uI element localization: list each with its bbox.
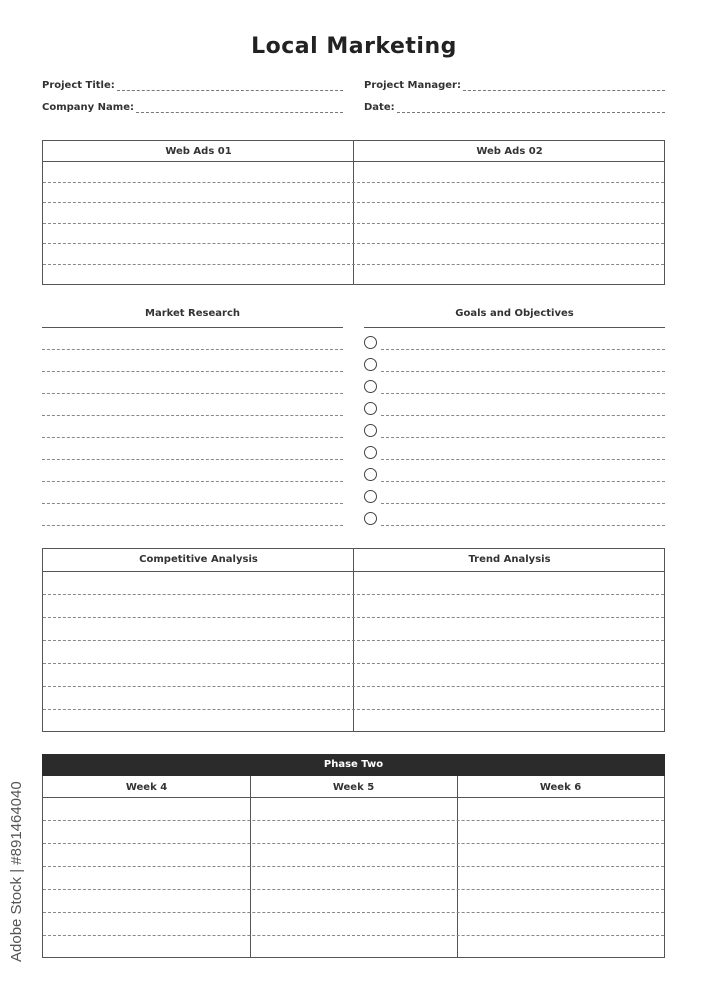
market-research-line[interactable]: [42, 525, 343, 526]
analysis-header-rule: [43, 571, 664, 572]
analysis-row-line[interactable]: [43, 594, 664, 595]
phase-two-header: Phase Two: [42, 754, 665, 776]
goal-line[interactable]: [381, 481, 665, 482]
company-name-line: [136, 103, 343, 113]
web-ads-row-line[interactable]: [43, 223, 664, 224]
market-research-line[interactable]: [42, 481, 343, 482]
goal-checkbox[interactable]: [364, 336, 377, 349]
goal-line[interactable]: [381, 415, 665, 416]
project-title-label: Project Title:: [42, 80, 115, 91]
goal-checkbox[interactable]: [364, 490, 377, 503]
market-research-line[interactable]: [42, 437, 343, 438]
project-manager-line: [463, 81, 665, 91]
competitive-analysis-header: Competitive Analysis: [139, 554, 258, 565]
market-research-line[interactable]: [42, 349, 343, 350]
market-research-line[interactable]: [42, 459, 343, 460]
weeks-row-line[interactable]: [43, 889, 664, 890]
market-research-line[interactable]: [42, 503, 343, 504]
analysis-row-line[interactable]: [43, 617, 664, 618]
goal-checkbox[interactable]: [364, 424, 377, 437]
goal-checkbox[interactable]: [364, 380, 377, 393]
date-field[interactable]: [364, 102, 665, 113]
web-ads-table: [42, 140, 665, 285]
goal-line[interactable]: [381, 437, 665, 438]
stock-watermark: Adobe Stock | #891464040: [8, 781, 25, 963]
project-title-line: [117, 81, 343, 91]
web-ads-01-header: Web Ads 01: [165, 146, 232, 157]
week-5-header: Week 5: [332, 782, 375, 793]
goal-checkbox[interactable]: [364, 402, 377, 415]
trend-analysis-header: Trend Analysis: [468, 554, 551, 565]
weeks-header-rule: [43, 797, 664, 798]
goal-checkbox[interactable]: [364, 512, 377, 525]
goal-checkbox[interactable]: [364, 446, 377, 459]
phase-two-table: [42, 754, 665, 958]
weeks-row-line[interactable]: [43, 866, 664, 867]
web-ads-row-line[interactable]: [43, 182, 664, 183]
web-ads-row-line[interactable]: [43, 264, 664, 265]
week-4-header: Week 4: [125, 782, 168, 793]
web-ads-02-header: Web Ads 02: [476, 146, 543, 157]
weeks-row-line[interactable]: [43, 820, 664, 821]
goal-line[interactable]: [381, 393, 665, 394]
weeks-row-line[interactable]: [43, 935, 664, 936]
analysis-row-line[interactable]: [43, 686, 664, 687]
web-ads-row-line[interactable]: [43, 243, 664, 244]
company-name-label: Company Name:: [42, 102, 134, 113]
analysis-row-line[interactable]: [43, 709, 664, 710]
page-title: Local Marketing: [251, 34, 457, 59]
goals-header: Goals and Objectives: [455, 308, 574, 319]
goal-line[interactable]: [381, 525, 665, 526]
project-manager-label: Project Manager:: [364, 80, 461, 91]
date-line: [397, 103, 665, 113]
analysis-row-line[interactable]: [43, 663, 664, 664]
weeks-row-line[interactable]: [43, 912, 664, 913]
date-label: Date:: [364, 102, 395, 113]
goal-checkbox[interactable]: [364, 468, 377, 481]
goal-line[interactable]: [381, 371, 665, 372]
market-research-rule: [42, 327, 343, 328]
weeks-row-line[interactable]: [43, 843, 664, 844]
goal-line[interactable]: [381, 503, 665, 504]
market-research-header: Market Research: [145, 308, 240, 319]
web-ads-header-rule: [43, 161, 664, 162]
goal-checkbox[interactable]: [364, 358, 377, 371]
web-ads-row-line[interactable]: [43, 202, 664, 203]
market-research-line[interactable]: [42, 393, 343, 394]
analysis-row-line[interactable]: [43, 640, 664, 641]
market-research-line[interactable]: [42, 371, 343, 372]
goal-line[interactable]: [381, 459, 665, 460]
analysis-table: [42, 548, 665, 732]
company-name-field[interactable]: [42, 102, 343, 113]
web-ads-divider: [353, 141, 354, 284]
goals-rule: [364, 327, 665, 328]
week-6-header: Week 6: [539, 782, 582, 793]
market-research-line[interactable]: [42, 415, 343, 416]
project-title-field[interactable]: [42, 80, 343, 91]
goal-line[interactable]: [381, 349, 665, 350]
project-manager-field[interactable]: [364, 80, 665, 91]
